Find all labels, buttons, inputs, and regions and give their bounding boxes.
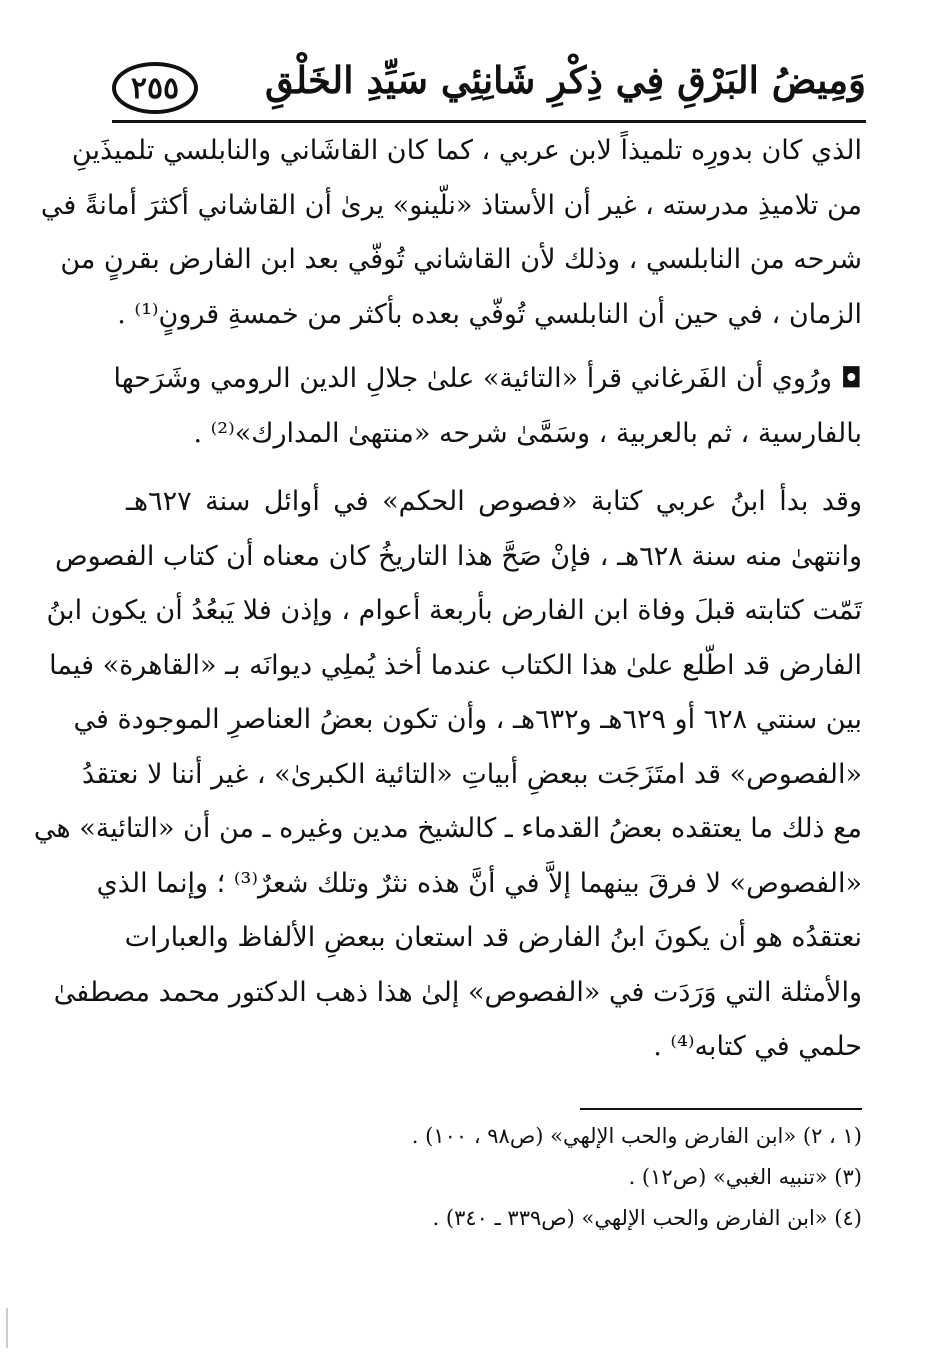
text-line: مع ذلك ما يعتقده بعضُ القدماء ـ كالشيخ مدين وغيره ـ من أن «التائية» هي bbox=[33, 813, 862, 844]
header-rule bbox=[112, 120, 866, 123]
text-line: والأمثلة التي وَرَدَت في «الفصوص» إلىٰ هذا ذهب الدكتور محمد مصطفىٰ bbox=[53, 976, 862, 1008]
text-line: «الفصوص» لا فرقَ بينهما إلاَّ في أنَّ هذه نثرٌ وتلك شعرٌ⁽³⁾ ؛ وإنما الذي bbox=[96, 867, 862, 899]
text-line: نعتقدُه هو أن يكونَ ابنُ الفارض قد استعان ببعضِ الألفاظ والعبارات bbox=[124, 922, 862, 953]
body-text bbox=[33, 124, 862, 1075]
text-line: شرحه من النابلسي ، وذلك لأن القاشاني تُوفّي بعد ابن الفارض بقرنٍ من bbox=[60, 244, 862, 275]
text-line: وقد بدأ ابنُ عربي كتابة «فصوص الحكم» في أوائل سنة ٦٢٧هـ bbox=[126, 486, 862, 517]
text-line: تَمّت كتابته قبلَ وفاة ابن الفارض بأربعة أعوام ، وإذن فلا يَبعُدُ أن يكون ابنُ bbox=[46, 595, 862, 626]
text-line: من تلاميذِ مدرسته ، غير أن الأستاذ «نلّينو» يرىٰ أن القاشاني أكثرَ أمانةً في bbox=[40, 189, 862, 221]
footnotes bbox=[162, 1116, 862, 1239]
page-header bbox=[112, 52, 866, 130]
text-line: وانتهىٰ منه سنة ٦٢٨هـ ، فإنْ صَحَّ هذا التاريخُ كان معناه أن كتاب الفصوص bbox=[54, 540, 862, 572]
text-line: «الفصوص» قد امتَزَجَت ببعضِ أبياتِ «التائية الكبرىٰ» ، غير أننا لا نعتقدُ bbox=[82, 758, 862, 790]
running-title: وَمِيضُ البَرْقِ فِي ذِكْرِ شَانِئِي سَيِّدِ الخَلْقِ bbox=[264, 58, 866, 102]
paragraph-1 bbox=[40, 124, 862, 342]
paragraph-2 bbox=[113, 352, 862, 461]
footnote: (٤) «ابن الفارض والحب الإلهي» (ص٣٣٩ ـ ٣٤٠) . bbox=[432, 1206, 862, 1230]
paragraph-3 bbox=[33, 475, 862, 1075]
scan-edge-mark bbox=[6, 1308, 8, 1348]
text-line: بالفارسية ، ثم بالعربية ، وسَمَّىٰ شرحه «منتهىٰ المدارك»⁽²⁾ . bbox=[193, 417, 862, 449]
text-line: الزمان ، في حين أن النابلسي تُوفّي بعده بأكثر من خمسةِ قرونٍ⁽¹⁾ . bbox=[117, 298, 862, 330]
text-line: حلمي في كتابه⁽⁴⁾ . bbox=[653, 1031, 862, 1062]
text-line: بين سنتي ٦٢٨ أو ٦٢٩هـ و٦٣٢هـ ، وأن تكون بعضُ العناصرِ الموجودة في bbox=[73, 704, 862, 735]
page-number-text: ٢٥٥ bbox=[130, 70, 180, 106]
page-number bbox=[112, 62, 198, 114]
footnote-separator bbox=[580, 1108, 862, 1110]
text-line: ◘ ورُوي أن الفَرغاني قرأ «التائية» علىٰ جلالِ الدين الرومي وشَرَحها bbox=[113, 363, 862, 394]
footnote: (١ ، ٢) «ابن الفارض والحب الإلهي» (ص٩٨ ، ١٠٠) . bbox=[411, 1124, 862, 1148]
text-line: الفارض قد اطّلع علىٰ هذا الكتاب عندما أخذ يُملِي ديوانَه بـ «القاهرة» فيما bbox=[49, 649, 862, 681]
footnote: (٣) «تنبيه الغبي» (ص١٢) . bbox=[628, 1165, 862, 1189]
text-line: الذي كان بدورِه تلميذاً لابن عربي ، كما كان القاشَاني والنابلسي تلميذَينِ bbox=[71, 135, 862, 166]
